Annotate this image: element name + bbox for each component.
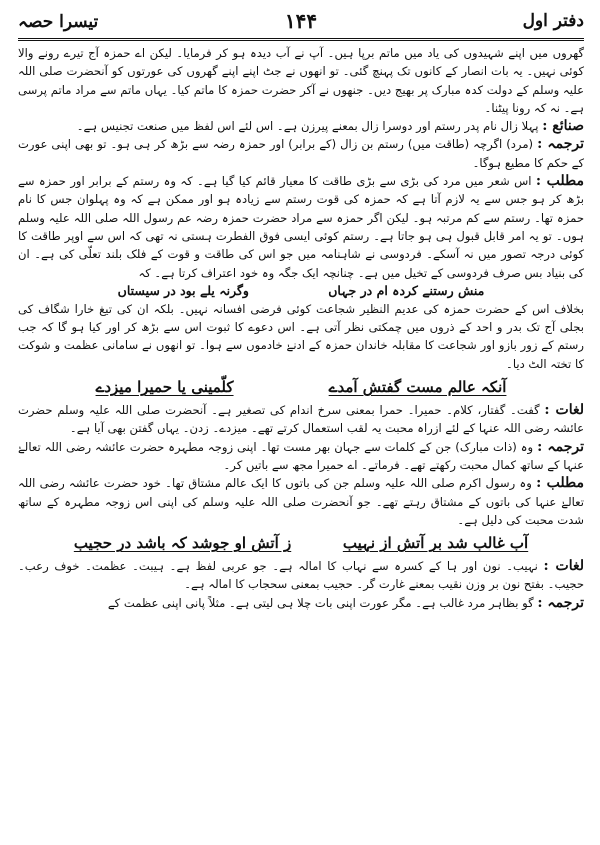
part-title: تیسرا حصہ xyxy=(18,11,99,32)
sanaye-block xyxy=(18,117,584,135)
meaning-text: اس شعر میں مرد کی بڑی سے بڑی طاقت کا معیار قائم کیا گیا ہے۔ کہ وہ رستم کے برابر اور حمزہ سے بڑھ کر ہو جس سے یہ لازم آتا ہے کہ حمزہ کی قوت رستم سے زیادہ ہو اور ممکن ہے کہ وہ پہلوان جس کا نام حمزہ تھا۔ رستم سے کم مرتبہ ہو۔ لیکن اگر حمزہ سے مراد حضرت حمزہ رضہ عم رسول اللہ صلی اللہ علیہ وسلم ہوں۔ تو یہ امر قابل قبول ہی ہو جاتا ہے۔ رستم کوئی ایسی فوق الفطرت ہستی نہ تھی کہ اس سے اوپر طاقت کا کوئی درجہ تصور میں نہ آسکے۔ فردوسی نے شاہنامہ میں جو اس کی طاقت و قوت کے فلک بلند تعلّی کی ہے۔ ان کی بنیاد بس صرف فردوسی کے تخیل میں ہے۔ چنانچہ ایک جگہ وہ خود اعتراف کرتا ہے۔ کہ xyxy=(18,174,584,280)
meaning-label: مطلب : xyxy=(536,475,584,492)
translation-label: ترجمہ : xyxy=(537,438,584,455)
translation-block xyxy=(18,438,584,475)
couplet-hemistich: کلّمینی یا حمیرا میزدے xyxy=(95,378,234,397)
meaning-block xyxy=(18,172,584,282)
glossary-block xyxy=(18,557,584,594)
meaning-text: وہ رسول اکرم صلی اللہ علیہ وسلم جن کی باتوں کا ایک عالم مشتاق تھا۔ خود حضرت عائشہ رضی اللہ تعالےٰ عنہا کی باتوں کے مشتاق رہتے تھے۔ جو آنحضرت صلی اللہ علیہ وسلم کی اپنی اس زوجہ مطہرہ کے ساتھ شدت محبت کی دلیل ہے۔ xyxy=(18,476,584,527)
paragraph: بخلاف اس کے حضرت حمزہ کی عدیم النظیر شجاعت کوئی فرضی افسانہ نہیں۔ بلکہ ان کی تیغ خارا شگاف کی بجلی آج تک بدر و احد کے ذروں میں چمکتی نظر آتی ہے۔ اس دعوے کا ثبوت اس سے بڑھ کر اور کیا ہو گا کہ جب رستم کے زور بازو اور شجاعت کا مقابلہ خاندان حمزہ کے ادنےٰ خادموں سے ہوا۔ تو انھوں نے سامانی عظمت و شوکت کا تختہ الٹ دیا۔ xyxy=(18,301,584,371)
page-number: ۱۴۴ xyxy=(284,9,318,33)
book-page xyxy=(18,8,584,838)
translation-block xyxy=(18,135,584,172)
header-rule xyxy=(18,38,584,41)
translation-text: وہ (ذات مبارک) جن کے کلمات سے جہان بھر مست تھا۔ اپنی زوجہ مطہرہ حضرت عائشہ رضی اللہ تعالےٰ عنہا کے ساتھ کمال محبت رکھتے تھے۔ فرماتے۔ اے حمیرا مجھ سے باتیں کر۔ xyxy=(18,439,584,472)
meaning-block xyxy=(18,474,584,529)
couplet-hemistich: ز آتش او جوشد کہ باشد در حجیب xyxy=(73,534,292,553)
couplet-hemistich: آنکہ عالم مست گفتش آمدے xyxy=(328,378,507,397)
translation-text: گو بظاہر مرد غالب ہے۔ مگر عورت اپنی بات چلا ہی لیتی ہے۔ مثلاً پانی اپنی عظمت کے xyxy=(107,595,534,610)
couplet-hemistich: منش رستنے کردہ ام در جہاں xyxy=(328,282,485,298)
masnavi-couplet xyxy=(48,532,554,554)
glossary-block xyxy=(18,401,584,438)
glossary-text: گفت۔ گفتار، کلام۔ حمیرا۔ حمرا بمعنی سرخ اندام کی تصغیر ہے۔ آنحضرت صلی اللہ علیہ وسلم حضرت عائشہ رضی اللہ عنہا کے لئے ازراہ محبت یہ لقب استعمال کرتے تھے۔ میزدے۔ زدن۔ یہاں گفتن بھی آیا ہے۔ xyxy=(18,403,584,436)
glossary-label: لغات : xyxy=(544,402,584,419)
glossary-text: نہیب۔ نون اور ہا کے کسرہ سے نہاب کا امالہ ہے۔ جو عربی لفظ ہے۔ ہیبت۔ عظمت۔ خوف رعب۔ حجیب۔ بفتح نون بر وزن نقیب بمعنے غارت گر۔ حجیب بمعنی سحجاب کا امالہ ہے۔ xyxy=(18,559,584,592)
couplet-hemistich: آب غالب شد بر آتش از نہیب xyxy=(342,534,529,553)
paragraph: گھروں میں اپنے شہیدوں کی یاد میں ماتم برپا ہیں۔ آپ نے آب دیدہ ہو کر فرمایا۔ لیکن اے حمزہ آج تیرے رونے والا کوئی نہیں۔ یہ بات انصار کے کانوں تک پہنچ گئی۔ تو انھوں نے جٹ اپنے اپنے گھروں کی عورتوں کو آنحضرت صلی اللہ علیہ وسلم کے دولت کدہ مبارک پر بھیج دیں۔ جنھوں نے آکر حضرت حمزہ کا ماتم کیا۔ یہاں ماتم سے مراد ماتم پرسی ہے۔ نہ کہ رونا پیٹنا۔ xyxy=(18,46,584,115)
running-header xyxy=(18,8,584,34)
translation-block xyxy=(18,594,584,612)
section-title: دفتر اول xyxy=(522,11,584,31)
translation-text: (مرد) اگرچہ (طاقت میں) رستم بن زال (کے برابر) اور حمزہ رضہ سے بڑھ کر ہی ہو۔ تو بھی اپنی عورت کے حکم کا مطیع ہوگا۔ xyxy=(18,137,584,170)
sanaye-label: صنائع : xyxy=(542,118,584,135)
persian-couplet xyxy=(78,282,524,300)
translation-label: ترجمہ : xyxy=(537,136,584,153)
sanaye-text: پہلا زال نام پدر رستم اور دوسرا زال بمعنے پیرزن ہے۔ اس لئے اس لفظ میں صنعت تجنیس ہے۔ xyxy=(76,119,539,134)
page-body xyxy=(18,44,584,838)
meaning-label: مطلب : xyxy=(535,173,584,190)
masnavi-couplet xyxy=(48,376,554,398)
couplet-hemistich: وگرنہ یلے بود در سیستاں xyxy=(117,282,249,298)
translation-label: ترجمہ : xyxy=(537,594,584,611)
glossary-label: لغات : xyxy=(543,558,585,575)
